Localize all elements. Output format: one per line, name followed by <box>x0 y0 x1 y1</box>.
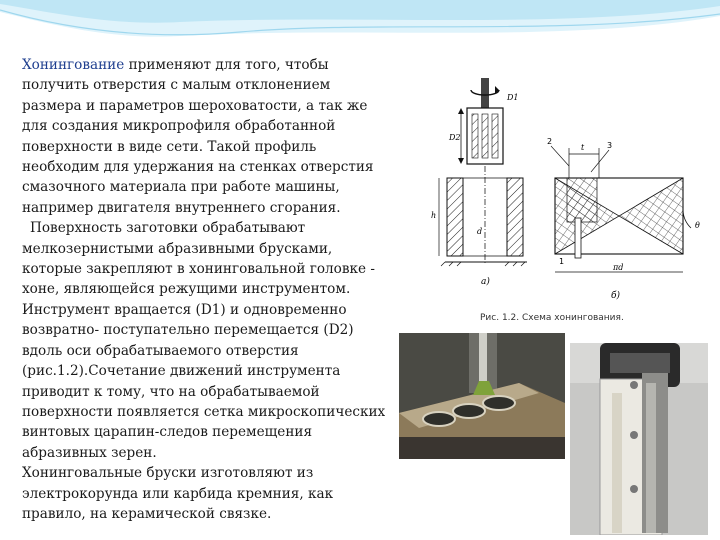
label-pid: πd <box>613 263 624 272</box>
label-h: h <box>431 211 437 220</box>
label-d: d <box>477 227 483 236</box>
label-3: 3 <box>607 141 613 150</box>
honing-scheme-diagram <box>425 78 715 310</box>
text-line: Поверхность заготовки обрабатывают <box>30 220 306 237</box>
text-line: хоне, являющейся режущими инструментом. <box>22 281 351 298</box>
text-line: винтовых царапин-следов перемещения <box>22 424 313 441</box>
label-d2: D2 <box>449 133 461 142</box>
text-line: Хонинговальные бруски изготовляют из <box>22 465 314 482</box>
text-line: например двигателя внутреннего сгорания. <box>22 199 341 216</box>
label-d1: D1 <box>507 93 519 102</box>
text-line: Инструмент вращается (D1) и одновременно <box>22 301 347 318</box>
text-line: вдоль оси обрабатываемого отверстия <box>22 342 299 359</box>
label-t: t <box>581 143 585 152</box>
text-line: правило, на керамической связке. <box>22 505 272 522</box>
main-text: Хонингование применяют для того, чтобы получить отверстия с малым отклонением размера и параметров шероховатости, а так же для создания микропрофиля обработанной поверхности в виде сети. Такой профиль необходим для удержания на стенках отверстия смазочного материала при работе машины, например двигателя внутреннего сгорания. Поверхность заготовки обрабатывают мелкозернистыми абразивными брусками, которые закрепляют в хонинговальной головке - хоне, являющейся режущими инструментом. Инструмент вращается (D1) и одновременно возвратно- поступательно перемещается (D2) вдоль оси обрабатываемого отверстия (рис.1.2).Сочетание движений инструмента приводит к тому, что на обрабатываемой поверхности появляется сетка микроскопических винтовых царапин-следов перемещения абразивных зерен. Хонинговальные бруски изготовляют из электрокорунда или карбида кремния, как правило, на керамической связке. <box>22 55 417 524</box>
text-line: размера и параметров шероховатости, а так же <box>22 97 368 114</box>
honing-tool-photo <box>570 343 708 535</box>
scheme-part-a <box>431 78 527 287</box>
figure-caption: Рис. 1.2. Схема хонингования. <box>480 313 624 323</box>
label-2: 2 <box>547 137 553 146</box>
text-line: которые закрепляют в хонинговальной головке - <box>22 261 375 278</box>
scheme-part-b <box>547 137 700 301</box>
text-line: мелкозернистыми абразивными брусками, <box>22 240 333 257</box>
label-1: 1 <box>559 257 565 266</box>
text-line: поверхности появляется сетка микроскопических <box>22 403 386 420</box>
text-line: электрокорунда или карбида кремния, как <box>22 485 334 502</box>
label-b: б) <box>611 291 621 301</box>
term-honing: Хонингование <box>22 57 125 73</box>
text-line: смазочного материала при работе машины, <box>22 179 340 196</box>
text-line: для создания микропрофиля обработанной <box>22 118 336 135</box>
header-wave-decoration <box>0 0 720 60</box>
text-line: поверхности в виде сети. Такой профиль <box>22 138 317 155</box>
text-line: приводит к тому, что на обрабатываемой <box>22 383 320 400</box>
engine-block-honing-photo <box>399 333 565 459</box>
text-line: возвратно- поступательно перемещается (D2) <box>22 322 354 339</box>
text-line: необходим для удержания на стенках отверстия <box>22 159 374 176</box>
text-line: абразивных зерен. <box>22 444 157 461</box>
text-line: (рис.1.2).Сочетание движений инструмента <box>22 363 341 380</box>
label-a: а) <box>481 277 490 287</box>
label-theta: θ <box>695 221 700 230</box>
text-line: получить отверстия с малым отклонением <box>22 77 331 94</box>
